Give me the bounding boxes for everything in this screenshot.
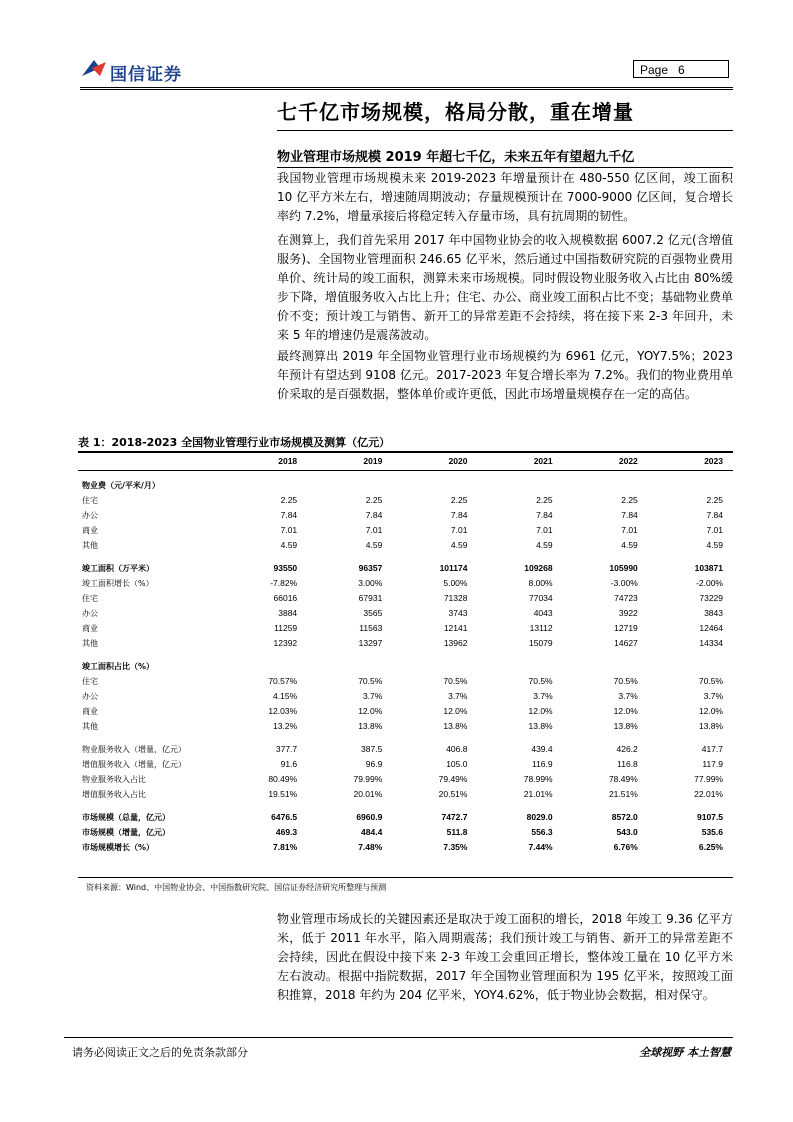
table-row — [78, 493, 733, 508]
table-cell: 12.0% — [528, 706, 553, 716]
row-label: 其他 — [82, 639, 98, 648]
table-cell: 7.35% — [443, 842, 468, 852]
table-cell: 7.01 — [365, 525, 383, 535]
table-cell — [563, 478, 648, 493]
table-cell: 7.84 — [450, 510, 468, 520]
table-cell: 116.9 — [531, 759, 553, 769]
table-cell: 7472.7 — [441, 812, 468, 822]
table-cell — [307, 478, 392, 493]
row-label: 增值服务收入（增量，亿元） — [82, 760, 186, 769]
row-label: 竣工面积增长（%） — [82, 579, 154, 588]
table-cell: 6.25% — [698, 842, 723, 852]
table-cell: 13.8% — [613, 721, 638, 731]
table-cell: 3.7% — [362, 691, 383, 701]
spacer-cell — [78, 553, 733, 561]
table-cell: 3.7% — [448, 691, 468, 701]
table-cell: 8029.0 — [526, 812, 553, 822]
table-cell: 19.51% — [268, 789, 298, 799]
paragraph-1: 我国物业管理市场规模未来 2019-2023 年增量预计在 480-550 亿区间，竣工面积 10 亿平方米左右，增速随周期波动；存量规模预计在 7000-9000 亿区间，复合增长率约 7.2%，增量承接后将稳定转入存量市场，具有抗周期的韧性。 — [277, 171, 733, 223]
table-cell: 96.9 — [365, 759, 383, 769]
table-cell: 2.25 — [365, 495, 383, 505]
table-cell: 535.6 — [701, 827, 723, 837]
row-label: 办公 — [82, 609, 98, 618]
company-logo — [80, 56, 210, 84]
table-cell: 11563 — [359, 623, 383, 633]
table-cell: 22.01% — [694, 789, 723, 799]
table-cell: 8.00% — [528, 578, 553, 588]
row-label: 商业 — [82, 707, 98, 716]
table-row — [78, 606, 733, 621]
table-row — [78, 591, 733, 606]
table-cell: 79.99% — [353, 774, 383, 784]
table-cell: 15079 — [528, 638, 553, 648]
footer-slogan: 全球视野 本土智慧 — [639, 1046, 731, 1059]
table-row — [78, 689, 733, 704]
row-label: 市场规模（总量，亿元） — [82, 813, 170, 822]
table-cell: 7.48% — [358, 842, 383, 852]
table-cell: 3.7% — [703, 691, 723, 701]
table-cell: 73229 — [699, 593, 723, 603]
section-subtitle: 物业管理市场规模 2019 年超七千亿，未来五年有望超九千亿 — [277, 150, 635, 165]
table-cell: 70.5% — [358, 676, 383, 686]
table-cell: 4.59 — [621, 540, 638, 550]
table-cell: 66016 — [273, 593, 298, 603]
row-label: 物业服务收入（增量，亿元） — [82, 745, 186, 754]
table-row — [78, 840, 733, 855]
table-row — [78, 772, 733, 787]
table-cell: 93550 — [273, 563, 298, 573]
table-row — [78, 810, 733, 825]
table-cell: 14627 — [614, 638, 638, 648]
table-cell: 4043 — [533, 608, 553, 618]
table-cell: 21.51% — [608, 789, 638, 799]
table-cell: 12464 — [699, 623, 723, 633]
table-cell: 4.59 — [536, 540, 553, 550]
table-cell: 70.5% — [443, 676, 468, 686]
table-cell: 4.59 — [365, 540, 383, 550]
table-cell — [222, 478, 307, 493]
table-cell: 91.6 — [280, 759, 298, 769]
table-cell: 13297 — [358, 638, 383, 648]
table-cell: 7.01 — [536, 525, 553, 535]
table-cell: 67931 — [358, 593, 383, 603]
table-row — [78, 787, 733, 802]
table-cell: 2.25 — [280, 495, 298, 505]
table-cell: 4.59 — [706, 540, 723, 550]
table-cell: 12.0% — [443, 706, 468, 716]
page-indicator — [633, 60, 729, 78]
table-cell: 74723 — [614, 593, 638, 603]
subtitle-rule — [277, 167, 733, 168]
year-header: 2023 — [704, 455, 723, 466]
table-cell: 7.84 — [280, 510, 298, 520]
header-rule — [80, 87, 733, 88]
table-cell: 12141 — [443, 623, 468, 633]
paragraph-3: 最终测算出 2019 年全国物业管理行业市场规模约为 6961 亿元，YOY7.5%；2023 年预计有望达到 9108 亿元。2017-2023 年复合增长率为 7.2%。我们的物业费用单价采取的是百强数据，整体单价或许更低，因此市场增量规模存在一定的高估。 — [277, 349, 733, 401]
table-cell: 469.3 — [275, 827, 298, 837]
row-label: 商业 — [82, 624, 98, 633]
header-rule-2 — [80, 89, 733, 90]
table-cell: 484.4 — [361, 827, 383, 837]
table-cell: 20.01% — [353, 789, 383, 799]
table-cell: 77.99% — [694, 774, 723, 784]
page-label: Page — [640, 63, 669, 77]
table-cell: 3743 — [448, 608, 468, 618]
row-label: 物业费（元/平米/月） — [82, 481, 160, 490]
table-cell: 4.59 — [280, 540, 298, 550]
table-cell: 12392 — [273, 638, 298, 648]
table-cell: 13962 — [443, 638, 468, 648]
section-title: 七千亿市场规模，格局分散，重在增量 — [277, 100, 634, 124]
table-cell: 556.3 — [531, 827, 553, 837]
row-label: 市场规模增长（%） — [82, 843, 155, 852]
table-row — [78, 704, 733, 719]
table-cell: 3.7% — [618, 691, 638, 701]
table-cell: 12719 — [614, 623, 638, 633]
table-spacer — [78, 470, 733, 478]
year-header: 2020 — [448, 455, 468, 466]
table-row — [78, 523, 733, 538]
table-cell: 543.0 — [616, 827, 638, 837]
table-spacer — [78, 734, 733, 742]
table-cell: 4.59 — [450, 540, 468, 550]
table-cell: 7.84 — [365, 510, 383, 520]
table-cell: 2.25 — [706, 495, 723, 505]
table-row — [78, 719, 733, 734]
table-row — [78, 659, 733, 674]
table-cell: 70.5% — [528, 676, 553, 686]
table-cell: 105990 — [609, 563, 638, 573]
table-cell: 79.49% — [438, 774, 468, 784]
table-row — [78, 561, 733, 576]
table-cell: 96357 — [358, 563, 383, 573]
table-cell — [392, 478, 477, 493]
table-cell: 7.84 — [706, 510, 723, 520]
table-cell — [477, 478, 562, 493]
year-header: 2019 — [363, 455, 383, 466]
table-cell: 78.99% — [523, 774, 553, 784]
table-row — [78, 538, 733, 553]
table-cell: 4.15% — [273, 691, 298, 701]
row-label: 住宅 — [82, 496, 98, 505]
table-cell — [392, 659, 477, 674]
spacer-cell — [78, 802, 733, 810]
footer-rule — [64, 1037, 733, 1038]
table-cell: 70.5% — [698, 676, 723, 686]
table-cell: 20.51% — [438, 789, 468, 799]
table-cell: 13.8% — [443, 721, 468, 731]
table-cell: -2.00% — [696, 578, 723, 588]
table-cell: 3843 — [704, 608, 723, 618]
table-row — [78, 621, 733, 636]
row-label: 其他 — [82, 722, 98, 731]
table-cell: 3922 — [618, 608, 638, 618]
table-cell: 7.84 — [536, 510, 553, 520]
table-cell: 7.01 — [280, 525, 298, 535]
table-cell: 2.25 — [621, 495, 638, 505]
table-cell: 77034 — [528, 593, 553, 603]
table-cell: 377.7 — [275, 744, 298, 754]
table-cell: 2.25 — [536, 495, 553, 505]
table-caption: 表 1：2018-2023 全国物业管理行业市场规模及测算（亿元） — [78, 436, 391, 449]
table-cell: 78.49% — [608, 774, 638, 784]
table-cell: 117.9 — [702, 759, 723, 769]
row-label: 商业 — [82, 526, 98, 535]
table-cell: 5.00% — [443, 578, 468, 588]
table-source: 资料来源：Wind、中国物业协会、中国指数研究院、国信证券经济研究所整理与预测 — [86, 883, 387, 892]
table-row — [78, 508, 733, 523]
table-header-row — [78, 452, 733, 470]
logo-text: 国信证券 — [110, 65, 182, 85]
table-cell: 12.0% — [358, 706, 383, 716]
footer-disclaimer: 请务必阅读正文之后的免责条款部分 — [72, 1046, 248, 1059]
spacer-cell — [78, 734, 733, 742]
table-cell: 80.49% — [268, 774, 298, 784]
row-label: 增值服务收入占比 — [82, 790, 146, 799]
table-cell: 7.44% — [528, 842, 553, 852]
table-cell: 3565 — [363, 608, 383, 618]
table-cell: 7.81% — [273, 842, 298, 852]
table-cell: 70.5% — [613, 676, 638, 686]
title-rule — [277, 130, 733, 131]
spacer-cell — [78, 651, 733, 659]
table-cell: 13112 — [529, 623, 553, 633]
row-label: 办公 — [82, 511, 98, 520]
table-cell: 109268 — [524, 563, 553, 573]
year-header: 2022 — [618, 455, 638, 466]
table-spacer — [78, 651, 733, 659]
table-bottom-rule — [78, 877, 733, 878]
table-row — [78, 576, 733, 591]
table-cell: 12.03% — [268, 706, 298, 716]
table-cell: 116.8 — [617, 759, 638, 769]
table-cell: 11259 — [274, 623, 298, 633]
table-cell — [477, 659, 562, 674]
table-row — [78, 757, 733, 772]
table-cell: 511.8 — [446, 827, 468, 837]
table-cell — [307, 659, 392, 674]
table-cell: 3.7% — [533, 691, 553, 701]
table-cell: 12.0% — [698, 706, 723, 716]
table-cell: 426.2 — [616, 744, 638, 754]
row-label: 办公 — [82, 692, 98, 701]
row-label: 竣工面积占比（%） — [82, 662, 155, 671]
page-number: 6 — [678, 63, 685, 77]
table-row — [78, 825, 733, 840]
table-cell: 21.01% — [523, 789, 553, 799]
table-cell — [648, 478, 733, 493]
table-cell: 406.8 — [446, 744, 468, 754]
table-row — [78, 674, 733, 689]
table-cell: 71328 — [443, 593, 468, 603]
table-cell: 6476.5 — [271, 812, 298, 822]
table-cell: 6960.9 — [356, 812, 383, 822]
table-cell: 70.57% — [268, 676, 298, 686]
row-label: 其他 — [82, 541, 98, 550]
table-cell: 8572.0 — [611, 812, 638, 822]
table-cell: 3.00% — [358, 578, 383, 588]
spacer-cell — [78, 470, 733, 478]
table-row — [78, 478, 733, 493]
table-cell: 3884 — [278, 608, 298, 618]
header-label-cell — [78, 452, 222, 470]
table-cell: 101174 — [439, 563, 468, 573]
table-row — [78, 742, 733, 757]
table-cell: 9107.5 — [697, 812, 723, 822]
table-cell: 439.4 — [531, 744, 553, 754]
row-label: 市场规模（增量，亿元） — [82, 828, 170, 837]
table-cell — [563, 659, 648, 674]
table-cell: 105.0 — [446, 759, 468, 769]
table-cell: 387.5 — [361, 744, 383, 754]
table-cell: 13.8% — [528, 721, 553, 731]
table-cell: 7.01 — [706, 525, 723, 535]
table-cell: 7.84 — [621, 510, 638, 520]
table-cell: 7.01 — [450, 525, 468, 535]
logo-mark-icon — [80, 56, 108, 80]
table-cell — [222, 659, 307, 674]
table-cell: -3.00% — [610, 578, 638, 588]
year-header: 2018 — [278, 455, 298, 466]
paragraph-4: 物业管理市场成长的关键因素还是取决于竣工面积的增长，2018 年竣工 9.36 亿平方米，低于 2011 年水平，陷入周期震荡；我们预计竣工与销售、新开工的异常差距不会持续，因此在假设中接下来 2-3 年竣工会重回正增长，整体竣工量在 10 亿平方米左右波动。根据中指院数据，2017 年全国物业管理面积为 195 亿平米，按照竣工面积推算，2018 年约为 204 亿平米，YOY4.62%，低于物业协会数据，相对保守。 — [277, 912, 733, 1002]
table-cell: 13.2% — [273, 721, 298, 731]
table-cell: 103871 — [694, 563, 723, 573]
table-spacer — [78, 553, 733, 561]
table-cell: 14334 — [699, 638, 723, 648]
table-cell: 7.01 — [621, 525, 638, 535]
row-label: 住宅 — [82, 594, 98, 603]
row-label: 物业服务收入占比 — [82, 775, 146, 784]
table-cell: 13.8% — [358, 721, 383, 731]
row-label: 住宅 — [82, 677, 98, 686]
year-header: 2021 — [533, 455, 553, 466]
table-cell: 12.0% — [613, 706, 638, 716]
market-size-table — [78, 452, 733, 855]
row-label: 竣工面积（万平米） — [82, 564, 154, 573]
table-cell — [648, 659, 733, 674]
table-cell: 6.76% — [613, 842, 638, 852]
table-cell: 2.25 — [450, 495, 468, 505]
paragraph-2: 在测算上，我们首先采用 2017 年中国物业协会的收入规模数据 6007.2 亿元(含增值服务)、全国物业管理面积 246.65 亿平米，然后通过中国指数研究院的百强物业费用单价、统计局的竣工面积，测算未来市场规模。同时假设物业服务收入占比由 80%缓步下降，增值服务收入占比上升；住宅、办公、商业竣工面积占比不变；基础物业费单价不变；预计竣工与销售、新开工的异常差距不会持续，将在接下来 2-3 年回升，未来 5 年的增速仍是震荡波动。 — [277, 233, 734, 342]
table-row — [78, 636, 733, 651]
table-spacer — [78, 802, 733, 810]
table-cell: -7.82% — [270, 578, 298, 588]
table-cell: 13.8% — [698, 721, 723, 731]
table-cell: 417.7 — [701, 744, 723, 754]
